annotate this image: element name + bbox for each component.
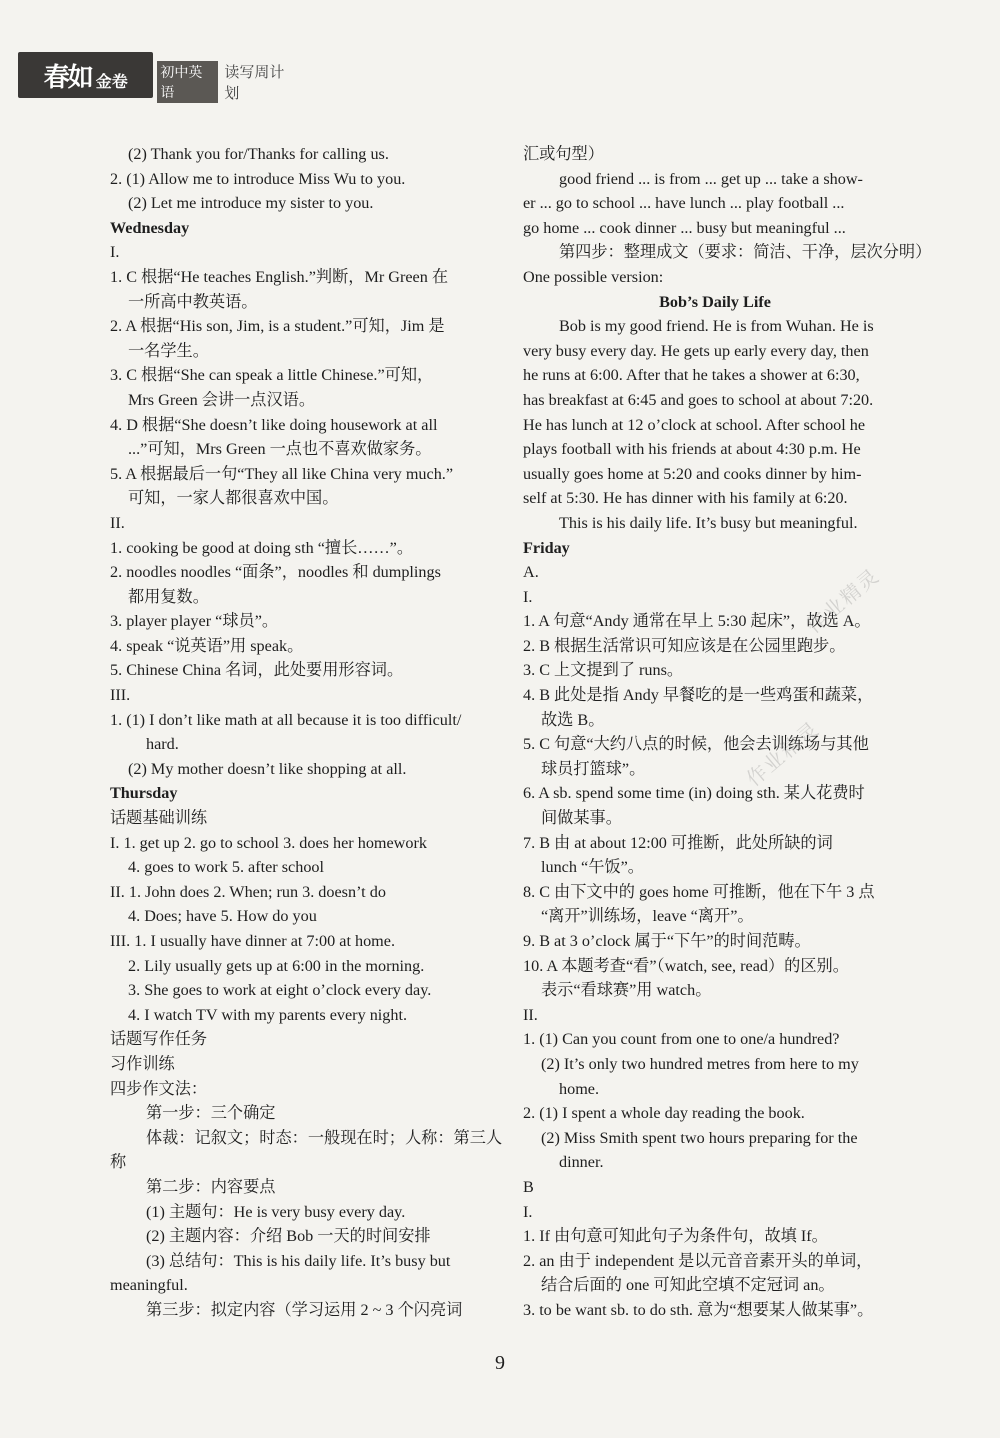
part-label: I.: [110, 243, 120, 262]
section-heading-thursday: Thursday: [110, 784, 178, 803]
text-line: (2) 主题内容：介绍 Bob 一天的时间安排: [146, 1227, 431, 1246]
text-line: Bob is my good friend. He is from Wuhan. He is: [559, 317, 874, 336]
watermark-text: 作业精灵: [741, 716, 825, 792]
text-line: ...”可知，Mrs Green 一点也不喜欢做家务。: [128, 440, 432, 459]
text-line: (3) 总结句：This is his daily life. It’s busy but: [146, 1251, 451, 1270]
text-line: 4. B 此处是指 Andy 早餐吃的是一些鸡蛋和蔬菜，: [523, 686, 874, 705]
part-label: II.: [523, 1005, 538, 1024]
text-line: 2. B 根据生活常识可知应该是在公园里跑步。: [523, 636, 846, 655]
text-line: 都用复数。: [128, 587, 209, 606]
text-line: 体裁：记叙文；时态：一般现在时；人称：第三人: [146, 1128, 503, 1147]
text-line: He has lunch at 12 o’clock at school. After school he: [523, 415, 866, 434]
watermark-text: 作业精灵: [801, 563, 885, 639]
text-line: 四步作文法：: [110, 1079, 208, 1098]
part-label: A.: [523, 563, 539, 582]
text-line: (2) My mother doesn’t like shopping at all.: [128, 759, 407, 778]
section-heading-wednesday: Wednesday: [110, 218, 190, 237]
subject-tag: 初中英语: [157, 61, 218, 103]
text-line: 1. C 根据“He teaches English.”判断，Mr Green 在: [110, 267, 449, 286]
text-line: 6. A sb. spend some time (in) doing sth. 某人花费时: [523, 784, 865, 803]
text-line: 第一步：三个确定: [146, 1104, 276, 1123]
left-column: [110, 142, 503, 1323]
text-line: One possible version:: [523, 267, 664, 286]
text-line: meaningful.: [110, 1276, 188, 1295]
text-line: 2. noodles noodles “面条”，noodles 和 dumplings: [110, 563, 441, 582]
text-line: 4. speak “说英语”用 speak。: [110, 636, 304, 655]
right-column: [523, 142, 932, 1323]
text-line: he runs at 6:00. After that he takes a shower at 6:30,: [523, 366, 860, 385]
text-line: 2. (1) Allow me to introduce Miss Wu to you.: [110, 169, 406, 188]
text-line: 9. B at 3 o’clock 属于“下午”的时间范畴。: [523, 932, 811, 950]
text-line: 故选 B。: [541, 710, 605, 729]
text-line: 1. A 句意“Andy 通常在早上 5:30 起床”，故选 A。: [523, 612, 871, 631]
text-line: home.: [559, 1079, 600, 1098]
text-line: 2. Lily usually gets up at 6:00 in the morning.: [128, 956, 425, 975]
text-line: 3. C 上文提到了 runs。: [523, 661, 684, 680]
text-line: “离开”训练场，leave “离开”。: [541, 907, 754, 926]
text-line: 表示“看球赛”用 watch。: [541, 981, 712, 1000]
text-line: 一所高中教英语。: [128, 292, 258, 311]
part-label: III.: [110, 686, 131, 705]
text-line: very busy every day. He gets up early every day, then: [523, 341, 869, 360]
text-line: This is his daily life. It’s busy but meaningful.: [559, 513, 858, 532]
subsection-heading: 话题基础训练: [110, 809, 208, 828]
text-line: lunch “午饭”。: [541, 858, 644, 877]
text-line: (2) Let me introduce my sister to you.: [128, 194, 374, 213]
text-line: 一名学生。: [128, 341, 209, 360]
series-name: 读写周计划: [224, 63, 285, 102]
text-line: hard.: [146, 735, 179, 754]
text-line: 结合后面的 one 可知此空填不定冠词 an。: [541, 1276, 835, 1295]
text-line: 间做某事。: [541, 809, 622, 828]
text-line: 2. A 根据“His son, Jim, is a student.”可知，Jim 是: [110, 317, 445, 336]
text-line: 1. (1) I don’t like math at all because it is too difficult/: [110, 710, 462, 729]
subsection-heading: 习作训练: [110, 1054, 175, 1073]
part-label: I.: [523, 1202, 533, 1221]
text-line: Mrs Green 会讲一点汉语。: [128, 390, 316, 409]
publisher-header: [18, 52, 298, 102]
text-line: 5. A 根据最后一句“They all like China very much.”: [110, 464, 454, 483]
text-line: 4. Does; have 5. How do you: [128, 907, 317, 926]
text-line: 3. She goes to work at eight o’clock every day.: [128, 981, 432, 1000]
text-line: (2) Miss Smith spent two hours preparing for the: [541, 1128, 858, 1147]
text-line: 5. Chinese China 名词，此处要用形容词。: [110, 661, 404, 680]
text-line: 2. (1) I spent a whole day reading the book.: [523, 1104, 805, 1123]
text-line: 1. (1) Can you count from one to one/a hundred?: [523, 1030, 840, 1049]
text-line: 第二步：内容要点: [146, 1177, 276, 1196]
text-line: has breakfast at 6:45 and goes to school at about 7:20.: [523, 390, 874, 409]
text-line: 第四步：整理成文（要求：简洁、干净，层次分明）: [559, 243, 932, 262]
text-line: (2) It’s only two hundred metres from here to my: [541, 1054, 859, 1073]
text-line: (2) Thank you for/Thanks for calling us.: [128, 145, 389, 163]
text-line: 球员打篮球”。: [541, 759, 646, 778]
brand-logo-block: [18, 52, 153, 98]
text-line: 1. cooking be good at doing sth “擅长……”。: [110, 538, 414, 557]
essay-title: Bob’s Daily Life: [659, 292, 771, 311]
text-line: III. 1. I usually have dinner at 7:00 at home.: [110, 932, 395, 950]
part-label: II.: [110, 513, 125, 532]
text-line: 3. player player “球员”。: [110, 612, 279, 631]
text-line: dinner.: [559, 1153, 604, 1172]
text-line: 第三步：拟定内容（学习运用 2 ~ 3 个闪亮词: [146, 1300, 463, 1319]
text-line: 8. C 由下文中的 goes home 可推断，他在下午 3 点: [523, 882, 875, 901]
text-line: plays football with his friends at about 4:30 p.m. He: [523, 440, 861, 459]
text-line: 1. If 由句意可知此句子为条件句，故填 If。: [523, 1227, 828, 1246]
text-line: 3. C 根据“She can speak a little Chinese.”可知，: [110, 366, 434, 385]
text-line: 称: [110, 1153, 127, 1172]
page-number: 9: [495, 1352, 505, 1374]
subsection-heading: 话题写作任务: [110, 1030, 208, 1049]
part-label: I.: [523, 587, 533, 606]
text-line: er ... go to school ... have lunch ... play football ...: [523, 194, 845, 213]
text-line: usually goes home at 5:20 and cooks dinner by him-: [523, 464, 862, 483]
text-line: good friend ... is from ... get up ... take a show-: [559, 169, 863, 188]
text-line: 汇或句型）: [523, 145, 604, 163]
text-line: 可知，一家人都很喜欢中国。: [128, 489, 339, 508]
text-line: go home ... cook dinner ... busy but meaningful ...: [523, 218, 846, 237]
text-line: 3. to be want sb. to do sth. 意为“想要某人做某事”。: [523, 1300, 874, 1319]
text-line: (1) 主题句：He is very busy every day.: [146, 1202, 406, 1221]
text-line: 4. goes to work 5. after school: [128, 858, 325, 877]
brand-logo: 春如: [43, 62, 92, 93]
text-line: I. 1. get up 2. go to school 3. does her homework: [110, 833, 427, 852]
text-line: self at 5:30. He has dinner with his family at 6:20.: [523, 489, 848, 508]
text-line: 7. B 由 at about 12:00 可推断，此处所缺的词: [523, 833, 833, 852]
section-heading-friday: Friday: [523, 538, 570, 557]
part-label: B: [523, 1177, 534, 1196]
text-line: 2. an 由于 independent 是以元音音素开头的单词，: [523, 1251, 873, 1270]
brand-name: 金卷: [95, 71, 128, 91]
text-line: II. 1. John does 2. When; run 3. doesn’t do: [110, 882, 386, 901]
text-line: 4. I watch TV with my parents every night.: [128, 1005, 408, 1024]
text-line: 10. A 本题考查“看”（watch, see, read）的区别。: [523, 956, 849, 975]
text-line: 4. D 根据“She doesn’t like doing housework at all: [110, 415, 438, 434]
text-line: 5. C 句意“大约八点的时候，他会去训练场与其他: [523, 735, 869, 754]
